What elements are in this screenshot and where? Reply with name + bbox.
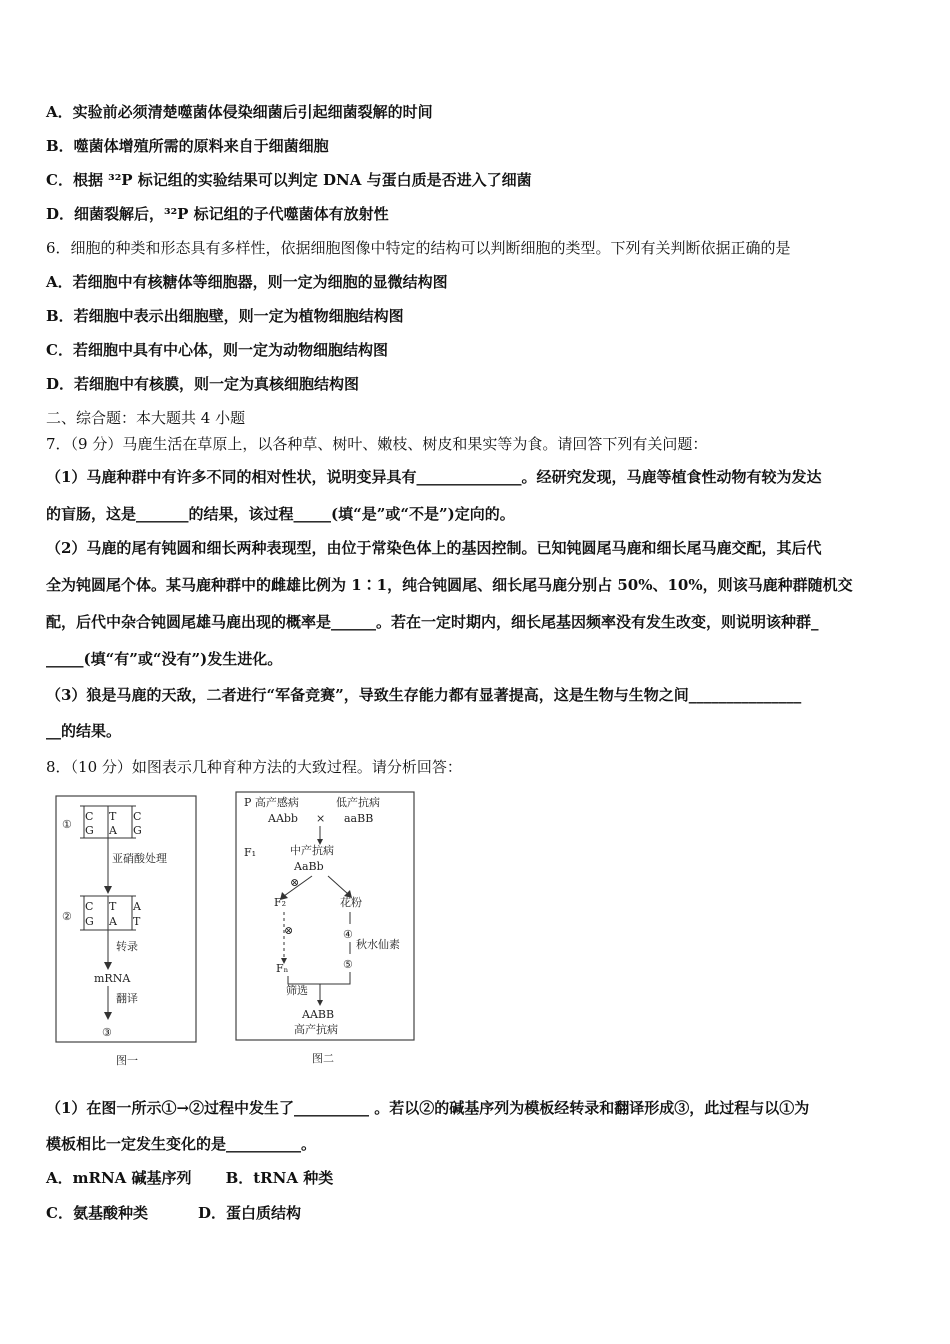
q5-option-c: C．根据 ³²P 标记组的实验结果可以判定 DNA 与蛋白质是否进入了细菌 xyxy=(46,171,532,189)
q6-stem: 6．细胞的种类和形态具有多样性，依据细胞图像中特定的结构可以判断细胞的类型。下列有关判断依据正确的是 xyxy=(46,239,791,257)
q6-option-c: C．若细胞中具有中心体，则一定为动物细胞结构图 xyxy=(46,341,388,359)
q7-line: （2）马鹿的尾有钝圆和细长两种表现型，由位于常染色体上的基因控制。已知钝圆尾马鹿和细长尾马鹿交配，其后代 xyxy=(46,539,822,557)
marker-2: ② xyxy=(62,910,72,923)
q7-line: 的盲肠，这是_______的结果，该过程_____(填“是”或“不是”)定向的。 xyxy=(46,505,515,523)
fn-label: Fₙ xyxy=(276,962,289,975)
base: A xyxy=(133,900,141,913)
base: C xyxy=(85,900,94,913)
q6-option-b: B．若细胞中表示出细胞壁，则一定为植物细胞结构图 xyxy=(46,307,404,325)
q7-line: _____(填“有”或“没有”)发生进化。 xyxy=(46,650,283,668)
step-nitrite: 亚硝酸处理 xyxy=(112,852,167,865)
figure-two xyxy=(232,788,422,1070)
p-label-2: 低产抗病 xyxy=(336,796,380,809)
q8-options-row-2 xyxy=(46,1203,301,1223)
f1-phenotype: 中产抗病 xyxy=(290,844,334,857)
section-heading: 二、综合题：本大题共 4 小题 xyxy=(46,409,246,427)
colchicine-label: 秋水仙素 xyxy=(356,938,400,951)
figure-two-caption: 图二 xyxy=(312,1052,334,1065)
genotype-2: aaBB xyxy=(344,812,374,825)
selection-label: 筛选 xyxy=(286,984,308,997)
figure-one xyxy=(52,792,202,1072)
q8-sub1-line: 模板相比一定发生变化的是__________。 xyxy=(46,1135,317,1153)
q7-line: __的结果。 xyxy=(46,722,122,740)
q6-option-d: D．若细胞中有核膜，则一定为真核细胞结构图 xyxy=(46,375,360,393)
q8-options-row-1 xyxy=(46,1168,333,1188)
base: A xyxy=(109,824,117,837)
base: C xyxy=(133,810,142,823)
q6-option-a: A．若细胞中有核糖体等细胞器，则一定为细胞的显微结构图 xyxy=(46,273,448,291)
step-translation: 翻译 xyxy=(116,992,138,1005)
base: T xyxy=(133,915,141,928)
base: A xyxy=(109,915,117,928)
q5-option-a: A．实验前必须清楚噬菌体侵染细菌后引起细菌裂解的时间 xyxy=(46,103,433,121)
step-transcription: 转录 xyxy=(116,940,138,953)
marker-5: ⑤ xyxy=(343,958,353,971)
q8-stem: 8．（10 分）如图表示几种育种方法的大致过程。请分析回答： xyxy=(46,758,462,776)
q7-line: 配，后代中杂合钝圆尾雄马鹿出现的概率是______。若在一定时期内，细长尾基因频率没有发生改变，则说明该种群_ xyxy=(46,613,819,631)
f1-label: F₁ xyxy=(244,846,257,859)
base: T xyxy=(109,900,117,913)
q7-stem: 7．（9 分）马鹿生活在草原上，以各种草、树叶、嫩枝、树皮和果实等为食。请回答下列有关问题： xyxy=(46,435,708,453)
p-label: P 高产感病 xyxy=(244,796,299,809)
q7-line: （1）马鹿种群中有许多不同的相对性状，说明变异具有______________。经研究发现，马鹿等植食性动物有较为发达 xyxy=(46,468,822,486)
marker-4: ④ xyxy=(343,928,353,941)
final-genotype: AABB xyxy=(302,1008,335,1021)
marker-1: ① xyxy=(62,818,72,831)
q8-option-b: B．tRNA 种类 xyxy=(225,1169,334,1187)
self-symbol: ⊗ xyxy=(290,876,300,889)
final-phenotype: 高产抗病 xyxy=(294,1023,338,1036)
base: G xyxy=(85,915,94,928)
q8-option-a: A．mRNA 碱基序列 xyxy=(46,1169,192,1187)
q5-option-d: D．细菌裂解后，³²P 标记组的子代噬菌体有放射性 xyxy=(46,205,389,223)
q7-line: （3）狼是马鹿的天敌，二者进行“军备竞赛”，导致生存能力都有显著提高，这是生物与生物之间_______________ xyxy=(46,686,802,704)
q5-option-b: B．噬菌体增殖所需的原料来自于细菌细胞 xyxy=(46,137,329,155)
figure-one-caption: 图一 xyxy=(116,1054,138,1067)
base: G xyxy=(85,824,94,837)
q8-sub1-line: （1）在图一所示①→②过程中发生了__________ 。若以②的碱基序列为模板经转录和翻译形成③，此过程与以①为 xyxy=(46,1099,810,1117)
f2-label: F₂ xyxy=(274,896,287,909)
q8-option-c: C．氨基酸种类 xyxy=(46,1204,148,1222)
genotype-1: AAbb xyxy=(268,812,298,825)
mrna-label: mRNA xyxy=(94,972,131,985)
base: T xyxy=(109,810,117,823)
q7-line: 全为钝圆尾个体。某马鹿种群中的雌雄比例为 1∶1，纯合钝圆尾、细长尾马鹿分别占 50%、10%，则该马鹿种群随机交 xyxy=(46,576,853,594)
q8-option-d: D．蛋白质结构 xyxy=(197,1204,301,1222)
base: C xyxy=(85,810,94,823)
cross-symbol: × xyxy=(316,812,326,825)
f1-genotype: AaBb xyxy=(294,860,324,873)
pollen-label: 花粉 xyxy=(340,896,362,909)
base: G xyxy=(133,824,142,837)
self-symbol-2: ⊗ xyxy=(284,924,294,937)
marker-3: ③ xyxy=(102,1026,112,1039)
